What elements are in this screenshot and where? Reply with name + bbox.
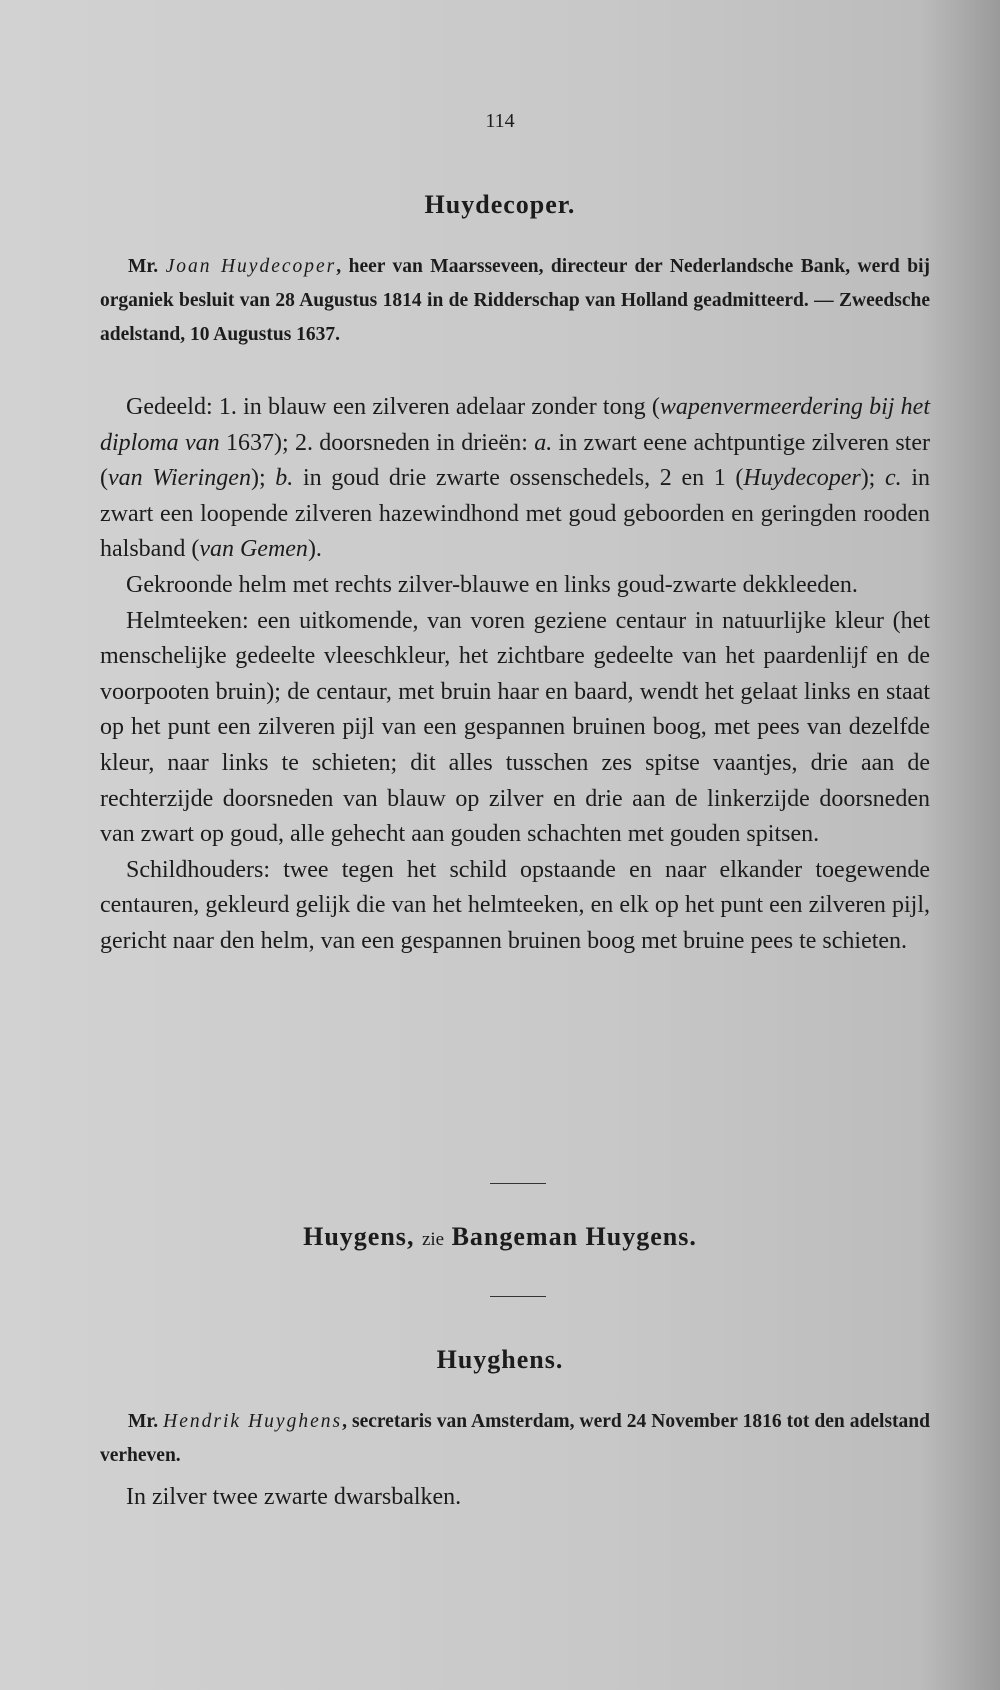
huyghens-blazon [100,1480,930,1516]
person-name: Hendrik Huyghens [163,1411,343,1432]
italic-run: van Gemen [199,536,308,563]
section-title-huydecoper: Huydecoper. [424,190,576,219]
text-run: 1637); 2. doorsneden in drieën: [219,429,535,456]
huyghens-intro-paragraph [100,1405,930,1473]
text-run: Gedeeld: 1. in blauw een zilveren adelaar zonder tong ( [126,394,660,420]
section-divider [490,1296,546,1297]
huygens-comma: , [406,1222,415,1251]
huydecoper-intro [100,250,930,352]
text-run: ). [307,536,322,563]
italic-run: c. [885,465,902,492]
section-title-huyghens: Huyghens. [436,1345,564,1374]
italic-run: a. [534,429,553,456]
page-number: 114 [485,110,515,132]
gekroonde-paragraph: Gekroonde helm met rechts zilver-blauwe en links goud-zwarte dekkleeden. [126,571,858,598]
italic-run: Huydecoper [743,465,861,492]
text-run: in goud drie zwarte ossenschedels, 2 en 1 ( [293,465,744,492]
section-title-huygens [0,1222,1000,1252]
italic-run: van Wieringen [108,465,251,492]
text-run: ); [860,465,886,492]
italic-run: wapenvermeerdering bij het diploma van [100,394,930,456]
huygens-name: Huygens [303,1222,407,1251]
helmteeken-paragraph: Helmteeken: een uitkomende, van voren geziene centaur in natuurlijke kleur (het menschelijke gedeelte vleeschkleur, het zichtbare gedeelte van het paardenlijf en de voorpooten bruin); de centaur, met bruin haar en baard, wendt het gelaat links en staat op het punt een zilveren pijl van een gespannen bruinen boog, met pees van dezelfde kleur, naar links te schieten; dit alles tusschen zes spitse vaantjes, drie aan de rechterzijde doorsneden van blauw op zilver en drie aan de linkerzijde doorsneden van zwart op goud, alle gehecht aan gouden schachten met gouden spitsen. [100,607,930,848]
italic-run: b. [275,465,294,492]
text-run: in zwart een loopende zilveren hazewindhond met goud geboorden en geringden rooden halsband ( [100,465,930,563]
huyghens-intro [100,1405,930,1473]
text-run: ); [250,465,276,492]
intro-prefix: Mr. [128,1411,164,1432]
intro-text: , secretaris van Amsterdam, werd 24 November 1816 tot den adelstand verheven. [100,1411,930,1466]
text-run: in zwart eene achtpuntige zilveren ster ( [100,429,930,492]
intro-prefix: Mr. [128,256,166,277]
arms-paragraph: In zilver twee zwarte dwarsbalken. [126,1484,462,1510]
huydecoper-blazon [100,390,930,960]
intro-text: , heer van Maarsseveen, directeur der Nederlandsche Bank, werd bij organiek besluit van 28 Augustus 1814 in de Ridderschap van Holland geadmitteerd. — Zweedsche adelstand, 10 Augustus 1637. [100,256,930,345]
schildhouders-paragraph: Schildhouders: twee tegen het schild opstaande en naar elkander toegewende centauren, gekleurd gelijk die van het helmteeken, en elk op het punt een zilveren pijl, gericht naar den helm, van een gespannen bruinen boog met bruine pees te schieten. [100,856,930,954]
cross-reference: Bangeman Huygens. [451,1222,697,1251]
gedeeld-paragraph [100,390,930,568]
see-reference-word: zie [421,1229,445,1250]
section-divider [490,1183,546,1184]
huydecoper-intro-paragraph [100,250,930,352]
person-name: Joan Huydecoper [165,256,337,277]
